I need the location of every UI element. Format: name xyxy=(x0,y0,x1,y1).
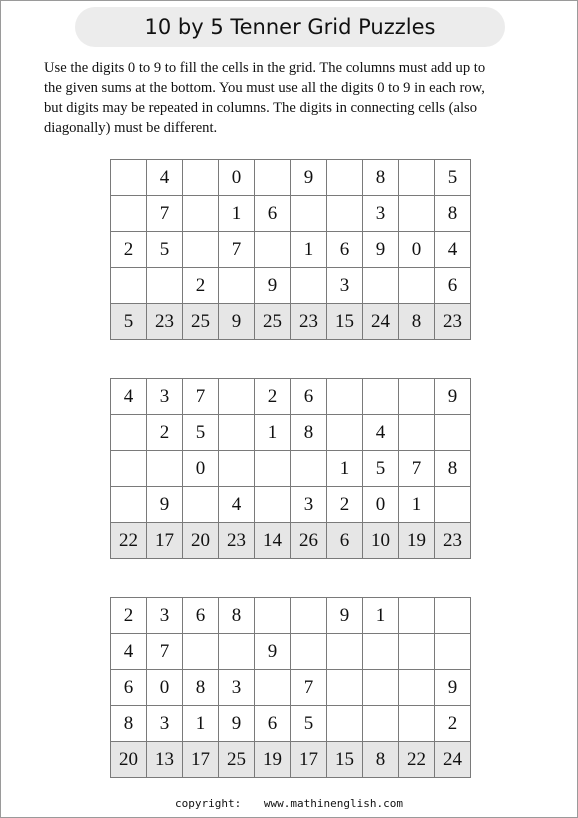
grid-row xyxy=(111,451,471,487)
empty-cell[interactable] xyxy=(399,415,435,451)
column-sum-cell: 25 xyxy=(183,304,219,340)
given-digit-cell: 2 xyxy=(435,706,471,742)
empty-cell[interactable] xyxy=(255,451,291,487)
given-digit-cell: 9 xyxy=(255,634,291,670)
given-digit-cell: 9 xyxy=(255,268,291,304)
empty-cell[interactable] xyxy=(111,415,147,451)
empty-cell[interactable] xyxy=(111,487,147,523)
given-digit-cell: 6 xyxy=(435,268,471,304)
empty-cell[interactable] xyxy=(435,487,471,523)
grid-row xyxy=(111,232,471,268)
given-digit-cell: 4 xyxy=(435,232,471,268)
empty-cell[interactable] xyxy=(399,598,435,634)
empty-cell[interactable] xyxy=(183,196,219,232)
column-sum-cell: 25 xyxy=(219,742,255,778)
empty-cell[interactable] xyxy=(147,268,183,304)
given-digit-cell: 7 xyxy=(183,379,219,415)
instructions xyxy=(44,58,544,138)
given-digit-cell: 7 xyxy=(399,451,435,487)
empty-cell[interactable] xyxy=(183,487,219,523)
column-sum-cell: 17 xyxy=(147,523,183,559)
instructions-line: but digits may be repeated in columns. The digits in connecting cells (also xyxy=(44,100,477,116)
empty-cell[interactable] xyxy=(255,598,291,634)
column-sum-cell: 23 xyxy=(435,523,471,559)
column-sum-cell: 22 xyxy=(399,742,435,778)
grid-row xyxy=(111,487,471,523)
empty-cell[interactable] xyxy=(399,379,435,415)
given-digit-cell: 3 xyxy=(327,268,363,304)
column-sum-cell: 22 xyxy=(111,523,147,559)
given-digit-cell: 4 xyxy=(147,160,183,196)
given-digit-cell: 0 xyxy=(147,670,183,706)
given-digit-cell: 7 xyxy=(147,634,183,670)
column-sum-cell: 23 xyxy=(291,304,327,340)
empty-cell[interactable] xyxy=(291,268,327,304)
given-digit-cell: 3 xyxy=(219,670,255,706)
column-sum-cell: 14 xyxy=(255,523,291,559)
empty-cell[interactable] xyxy=(111,451,147,487)
given-digit-cell: 4 xyxy=(111,634,147,670)
empty-cell[interactable] xyxy=(399,268,435,304)
empty-cell[interactable] xyxy=(255,160,291,196)
given-digit-cell: 9 xyxy=(291,160,327,196)
column-sum-cell: 25 xyxy=(255,304,291,340)
given-digit-cell: 0 xyxy=(363,487,399,523)
given-digit-cell: 7 xyxy=(291,670,327,706)
column-sum-cell: 15 xyxy=(327,742,363,778)
empty-cell[interactable] xyxy=(255,670,291,706)
column-sum-cell: 13 xyxy=(147,742,183,778)
given-digit-cell: 9 xyxy=(147,487,183,523)
empty-cell[interactable] xyxy=(147,451,183,487)
given-digit-cell: 8 xyxy=(435,451,471,487)
empty-cell[interactable] xyxy=(363,670,399,706)
given-digit-cell: 1 xyxy=(183,706,219,742)
given-digit-cell: 1 xyxy=(255,415,291,451)
given-digit-cell: 5 xyxy=(363,451,399,487)
copyright-label: copyright: xyxy=(175,797,242,810)
empty-cell[interactable] xyxy=(363,634,399,670)
given-digit-cell: 6 xyxy=(291,379,327,415)
empty-cell[interactable] xyxy=(399,196,435,232)
empty-cell[interactable] xyxy=(399,670,435,706)
empty-cell[interactable] xyxy=(327,634,363,670)
empty-cell[interactable] xyxy=(219,451,255,487)
given-digit-cell: 2 xyxy=(111,232,147,268)
given-digit-cell: 2 xyxy=(147,415,183,451)
empty-cell[interactable] xyxy=(111,268,147,304)
empty-cell[interactable] xyxy=(327,196,363,232)
website-link[interactable]: www.mathinenglish.com xyxy=(263,797,403,810)
column-sum-cell: 23 xyxy=(219,523,255,559)
column-sum-cell: 6 xyxy=(327,523,363,559)
empty-cell[interactable] xyxy=(327,670,363,706)
column-sum-cell: 20 xyxy=(183,523,219,559)
instructions-line: Use the digits 0 to 9 to fill the cells in the grid. The columns must add up to xyxy=(44,60,486,76)
empty-cell[interactable] xyxy=(219,379,255,415)
grid-row xyxy=(111,670,471,706)
empty-cell[interactable] xyxy=(183,634,219,670)
given-digit-cell: 2 xyxy=(111,598,147,634)
column-sum-cell: 10 xyxy=(363,523,399,559)
given-digit-cell: 2 xyxy=(255,379,291,415)
given-digit-cell: 8 xyxy=(435,196,471,232)
given-digit-cell: 5 xyxy=(435,160,471,196)
given-digit-cell: 9 xyxy=(435,379,471,415)
empty-cell[interactable] xyxy=(291,598,327,634)
given-digit-cell: 9 xyxy=(327,598,363,634)
page-title: 10 by 5 Tenner Grid Puzzles xyxy=(75,7,505,47)
given-digit-cell: 9 xyxy=(363,232,399,268)
given-digit-cell: 5 xyxy=(147,232,183,268)
given-digit-cell: 5 xyxy=(183,415,219,451)
empty-cell[interactable] xyxy=(219,634,255,670)
column-sums-row xyxy=(111,304,471,340)
column-sum-cell: 19 xyxy=(255,742,291,778)
given-digit-cell: 2 xyxy=(327,487,363,523)
given-digit-cell: 8 xyxy=(291,415,327,451)
column-sum-cell: 23 xyxy=(147,304,183,340)
tenner-grid-3 xyxy=(110,597,471,778)
column-sum-cell: 20 xyxy=(111,742,147,778)
empty-cell[interactable] xyxy=(183,232,219,268)
empty-cell[interactable] xyxy=(111,196,147,232)
grid-row xyxy=(111,160,471,196)
empty-cell[interactable] xyxy=(219,415,255,451)
empty-cell[interactable] xyxy=(435,634,471,670)
column-sum-cell: 15 xyxy=(327,304,363,340)
given-digit-cell: 6 xyxy=(183,598,219,634)
column-sums-row xyxy=(111,523,471,559)
tenner-grid-2 xyxy=(110,378,471,559)
given-digit-cell: 1 xyxy=(291,232,327,268)
empty-cell[interactable] xyxy=(363,268,399,304)
given-digit-cell: 3 xyxy=(147,706,183,742)
grid-row xyxy=(111,706,471,742)
empty-cell[interactable] xyxy=(219,268,255,304)
given-digit-cell: 4 xyxy=(111,379,147,415)
empty-cell[interactable] xyxy=(399,706,435,742)
given-digit-cell: 9 xyxy=(219,706,255,742)
empty-cell[interactable] xyxy=(363,379,399,415)
given-digit-cell: 0 xyxy=(183,451,219,487)
footer xyxy=(0,797,578,810)
empty-cell[interactable] xyxy=(291,196,327,232)
empty-cell[interactable] xyxy=(435,415,471,451)
given-digit-cell: 7 xyxy=(147,196,183,232)
given-digit-cell: 3 xyxy=(291,487,327,523)
given-digit-cell: 1 xyxy=(219,196,255,232)
given-digit-cell: 2 xyxy=(183,268,219,304)
column-sum-cell: 24 xyxy=(435,742,471,778)
empty-cell[interactable] xyxy=(399,634,435,670)
tenner-grid-1 xyxy=(110,159,471,340)
column-sum-cell: 17 xyxy=(183,742,219,778)
empty-cell[interactable] xyxy=(255,487,291,523)
given-digit-cell: 5 xyxy=(291,706,327,742)
instructions-line: diagonally) must be different. xyxy=(44,120,218,136)
given-digit-cell: 1 xyxy=(327,451,363,487)
empty-cell[interactable] xyxy=(399,160,435,196)
empty-cell[interactable] xyxy=(327,160,363,196)
given-digit-cell: 4 xyxy=(219,487,255,523)
column-sum-cell: 24 xyxy=(363,304,399,340)
given-digit-cell: 4 xyxy=(363,415,399,451)
grid-row xyxy=(111,268,471,304)
given-digit-cell: 6 xyxy=(327,232,363,268)
empty-cell[interactable] xyxy=(291,634,327,670)
given-digit-cell: 3 xyxy=(363,196,399,232)
given-digit-cell: 0 xyxy=(399,232,435,268)
given-digit-cell: 6 xyxy=(111,670,147,706)
empty-cell[interactable] xyxy=(435,598,471,634)
empty-cell[interactable] xyxy=(363,706,399,742)
empty-cell[interactable] xyxy=(327,706,363,742)
empty-cell[interactable] xyxy=(327,415,363,451)
given-digit-cell: 0 xyxy=(219,160,255,196)
given-digit-cell: 8 xyxy=(183,670,219,706)
given-digit-cell: 8 xyxy=(219,598,255,634)
column-sums-row xyxy=(111,742,471,778)
given-digit-cell: 9 xyxy=(435,670,471,706)
column-sum-cell: 23 xyxy=(435,304,471,340)
given-digit-cell: 8 xyxy=(363,160,399,196)
grid-row xyxy=(111,634,471,670)
instructions-line: the given sums at the bottom. You must use all the digits 0 to 9 in each row, xyxy=(44,80,485,96)
column-sum-cell: 19 xyxy=(399,523,435,559)
column-sum-cell: 17 xyxy=(291,742,327,778)
given-digit-cell: 1 xyxy=(363,598,399,634)
grid-row xyxy=(111,379,471,415)
given-digit-cell: 1 xyxy=(399,487,435,523)
column-sum-cell: 26 xyxy=(291,523,327,559)
given-digit-cell: 3 xyxy=(147,379,183,415)
given-digit-cell: 7 xyxy=(219,232,255,268)
grid-row xyxy=(111,415,471,451)
empty-cell[interactable] xyxy=(111,160,147,196)
given-digit-cell: 8 xyxy=(111,706,147,742)
column-sum-cell: 9 xyxy=(219,304,255,340)
column-sum-cell: 5 xyxy=(111,304,147,340)
empty-cell[interactable] xyxy=(255,232,291,268)
given-digit-cell: 3 xyxy=(147,598,183,634)
given-digit-cell: 6 xyxy=(255,196,291,232)
empty-cell[interactable] xyxy=(291,451,327,487)
empty-cell[interactable] xyxy=(183,160,219,196)
grid-row xyxy=(111,196,471,232)
grid-row xyxy=(111,598,471,634)
column-sum-cell: 8 xyxy=(399,304,435,340)
column-sum-cell: 8 xyxy=(363,742,399,778)
given-digit-cell: 6 xyxy=(255,706,291,742)
empty-cell[interactable] xyxy=(327,379,363,415)
